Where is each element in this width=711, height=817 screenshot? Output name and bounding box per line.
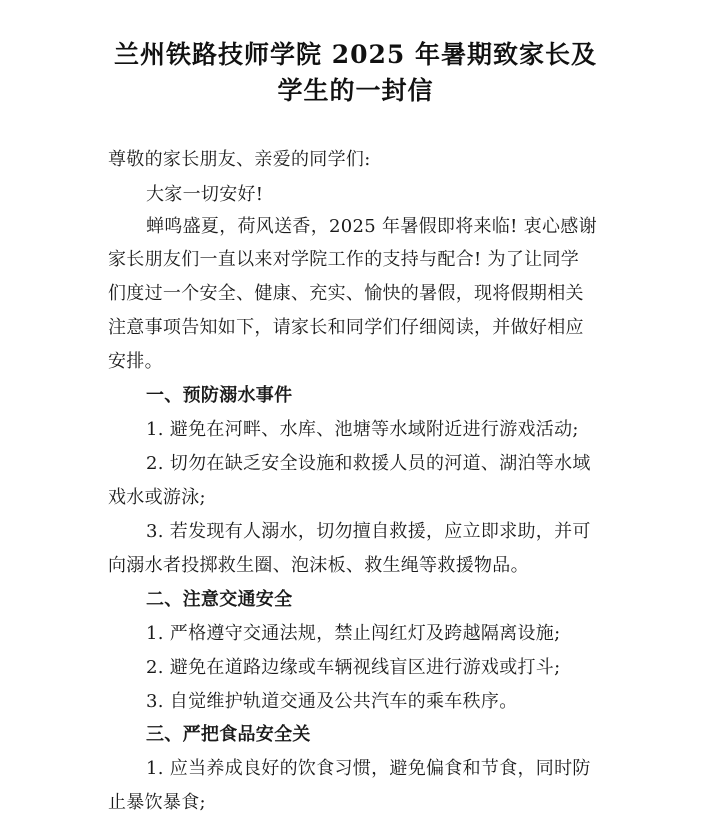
letter-title-line-2: 学生的一封信 xyxy=(277,76,434,105)
list-item: 1. 避免在河畔、水库、池塘等水域附近进行游戏活动; xyxy=(146,419,579,440)
section-heading-food-safety: 三、严把食品安全关 xyxy=(146,724,311,745)
section-heading-traffic: 二、注意交通安全 xyxy=(146,589,293,610)
intro-line: 家长朋友们一直以来对学院工作的支持与配合! 为了让同学 xyxy=(108,249,580,270)
list-item: 2. 避免在道路边缘或车辆视线盲区进行游戏或打斗; xyxy=(146,657,561,678)
list-item-continuation: 戏水或游泳; xyxy=(108,487,206,508)
list-item: 3. 若发现有人溺水，切勿擅自救援，应立即求助，并可 xyxy=(146,521,591,542)
intro-line: 安排。 xyxy=(108,351,163,372)
list-item: 1. 应当养成良好的饮食习惯，避免偏食和节食，同时防 xyxy=(146,758,591,779)
list-item-continuation: 向溺水者投掷救生圈、泡沫板、救生绳等救援物品。 xyxy=(108,555,529,576)
section-heading-drowning: 一、预防溺水事件 xyxy=(146,385,293,406)
list-item: 1. 严格遵守交通法规，禁止闯红灯及跨越隔离设施; xyxy=(146,623,561,644)
list-item: 3. 自觉维护轨道交通及公共汽车的乘车秩序。 xyxy=(146,691,518,712)
letter-title-line-1: 兰州铁路技师学院 2025 年暑期致家长及 xyxy=(114,40,597,69)
list-item-continuation: 止暴饮暴食; xyxy=(108,792,206,813)
greeting: 大家一切安好! xyxy=(146,184,264,205)
intro-line: 蝉鸣盛夏，荷风送香，2025 年暑假即将来临! 衷心感谢 xyxy=(146,216,597,237)
intro-line: 注意事项告知如下，请家长和同学们仔细阅读，并做好相应 xyxy=(108,317,584,338)
salutation: 尊敬的家长朋友、亲爱的同学们: xyxy=(108,149,371,170)
intro-line: 们度过一个安全、健康、充实、愉快的暑假，现将假期相关 xyxy=(108,283,584,304)
list-item: 2. 切勿在缺乏安全设施和救援人员的河道、湖泊等水域 xyxy=(146,453,591,474)
